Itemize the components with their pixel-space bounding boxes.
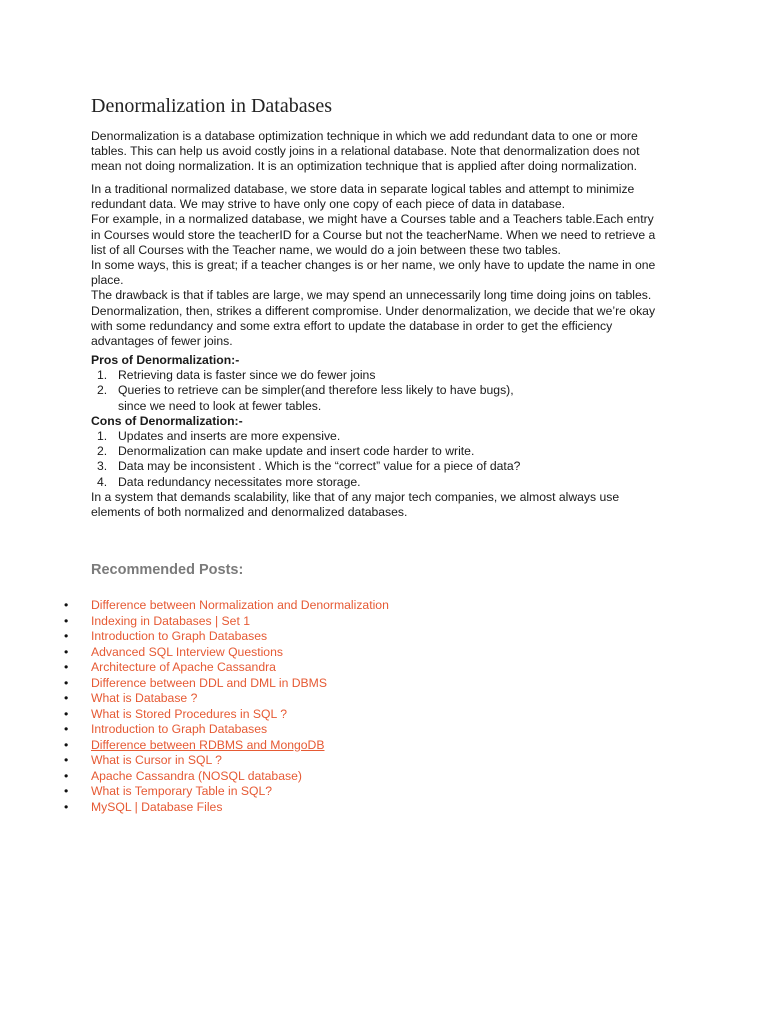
- list-item: [91, 368, 676, 383]
- pros-list: [91, 368, 676, 414]
- list-item-text: since we need to look at fewer tables.: [118, 398, 322, 413]
- bullet-icon: •: [64, 644, 69, 659]
- recommended-post-link[interactable]: What is Stored Procedures in SQL ?: [91, 706, 287, 721]
- recommended-posts-list: [0, 598, 389, 815]
- recommended-post-link[interactable]: Introduction to Graph Databases: [91, 722, 268, 736]
- list-item-text: Denormalization can make update and insert code harder to write.: [118, 444, 475, 459]
- recommended-post-item: [0, 769, 389, 785]
- text-line: tables. This can help us avoid costly joins in a relational database. Note that denormalization does not: [91, 144, 640, 159]
- list-item-text: Data redundancy necessitates more storage.: [118, 474, 361, 489]
- recommended-post-item: [0, 645, 389, 661]
- cons-heading: Cons of Denormalization:-: [91, 413, 243, 428]
- text-line: redundant data. We may strive to have only one copy of each piece of data in database.: [91, 197, 566, 212]
- text-line: in Courses would store the teacherID for a Course but not the teacherName. When we need to retrieve a: [91, 227, 656, 242]
- bullet-icon: •: [64, 675, 69, 690]
- list-item: [91, 429, 676, 444]
- recommended-post-link[interactable]: Indexing in Databases | Set 1: [91, 613, 250, 628]
- recommended-post-link[interactable]: Difference between DDL and DML in DBMS: [91, 675, 327, 690]
- list-item-text: Retrieving data is faster since we do fewer joins: [118, 368, 376, 383]
- pros-heading: Pros of Denormalization:-: [91, 353, 240, 367]
- recommended-post-link[interactable]: Apache Cassandra (NOSQL database): [91, 768, 302, 783]
- recommended-post-item: [0, 753, 389, 769]
- intro-paragraph: [91, 129, 676, 175]
- recommended-post-item: [0, 707, 389, 723]
- bullet-icon: •: [64, 737, 69, 752]
- text-line: Denormalization, then, strikes a different compromise. Under denormalization, we decide that we’re okay: [91, 303, 656, 318]
- bullet-icon: •: [64, 613, 69, 628]
- recommended-post-item: [0, 800, 389, 816]
- list-item: [91, 444, 676, 459]
- recommended-post-link[interactable]: Architecture of Apache Cassandra: [91, 660, 276, 674]
- text-line: mean not doing normalization. It is an optimization technique that is applied after doing normalization.: [91, 159, 638, 174]
- text-line: In a traditional normalized database, we store data in separate logical tables and attempt to minimize: [91, 182, 635, 196]
- recommended-post-link[interactable]: Introduction to Graph Databases: [91, 629, 268, 643]
- recommended-posts-heading: Recommended Posts:: [91, 562, 244, 578]
- bullet-icon: •: [64, 660, 69, 674]
- list-item: [91, 459, 676, 474]
- bullet-icon: •: [64, 753, 69, 767]
- list-item-text: Queries to retrieve can be simpler(and therefore less likely to have bugs),: [118, 383, 514, 398]
- bullet-icon: •: [64, 598, 69, 612]
- bullet-icon: •: [64, 784, 69, 798]
- recommended-post-item: [0, 598, 389, 614]
- list-item-number: 2.: [97, 444, 108, 459]
- text-line: with some redundancy and some extra effort to update the database in order to get the efficiency: [91, 318, 613, 333]
- list-item: [91, 383, 676, 413]
- text-line: In some ways, this is great; if a teacher changes is or her name, we only have to update the name in one: [91, 258, 656, 273]
- text-line: list of all Courses with the Teacher name, we would do a join between these two tables.: [91, 242, 561, 257]
- bullet-icon: •: [64, 722, 69, 736]
- pros-cons-section: [91, 353, 676, 520]
- recommended-post-item: [0, 660, 389, 676]
- text-line: advantages of fewer joins.: [91, 334, 233, 349]
- conclusion-paragraph: [91, 490, 676, 520]
- list-item-text: Updates and inserts are more expensive.: [118, 429, 341, 444]
- list-item-number: 1.: [97, 368, 108, 383]
- recommended-post-link[interactable]: MySQL | Database Files: [91, 799, 223, 814]
- recommended-post-item: [0, 691, 389, 707]
- recommended-post-link[interactable]: What is Temporary Table in SQL?: [91, 784, 273, 798]
- recommended-post-link[interactable]: Difference between RDBMS and MongoDB: [91, 737, 325, 752]
- recommended-post-item: [0, 629, 389, 645]
- list-item-number: 2.: [97, 383, 108, 398]
- text-line: In a system that demands scalability, like that of any major tech companies, we almost always use: [91, 489, 620, 504]
- recommended-post-link[interactable]: What is Database ?: [91, 691, 198, 705]
- recommended-post-link[interactable]: What is Cursor in SQL ?: [91, 753, 222, 767]
- text-line: The drawback is that if tables are large, we may spend an unnecessarily long time doing joins on tables.: [91, 288, 652, 303]
- normalized-explanation-paragraph: [91, 182, 676, 349]
- page-title: Denormalization in Databases: [91, 95, 333, 117]
- recommended-post-link[interactable]: Advanced SQL Interview Questions: [91, 644, 283, 659]
- cons-list: [91, 429, 676, 490]
- list-item-text: Data may be inconsistent . Which is the “correct” value for a piece of data?: [118, 459, 521, 474]
- recommended-post-link[interactable]: Difference between Normalization and Denormalization: [91, 598, 389, 612]
- text-line: place.: [91, 273, 124, 288]
- recommended-post-item: [0, 722, 389, 738]
- recommended-post-item: [0, 614, 389, 630]
- list-item-number: 3.: [97, 459, 108, 474]
- recommended-post-item: [0, 784, 389, 800]
- list-item-number: 4.: [97, 474, 108, 489]
- text-line: elements of both normalized and denormalized databases.: [91, 505, 408, 520]
- bullet-icon: •: [64, 706, 69, 721]
- bullet-icon: •: [64, 768, 69, 783]
- recommended-post-item: [0, 738, 389, 754]
- bullet-icon: •: [64, 691, 69, 705]
- bullet-icon: •: [64, 799, 69, 814]
- list-item: [91, 475, 676, 490]
- text-line: Denormalization is a database optimization technique in which we add redundant data to one or more: [91, 129, 638, 143]
- bullet-icon: •: [64, 629, 69, 643]
- text-line: For example, in a normalized database, we might have a Courses table and a Teachers table.Each entry: [91, 212, 654, 227]
- list-item-number: 1.: [97, 429, 108, 444]
- recommended-post-item: [0, 676, 389, 692]
